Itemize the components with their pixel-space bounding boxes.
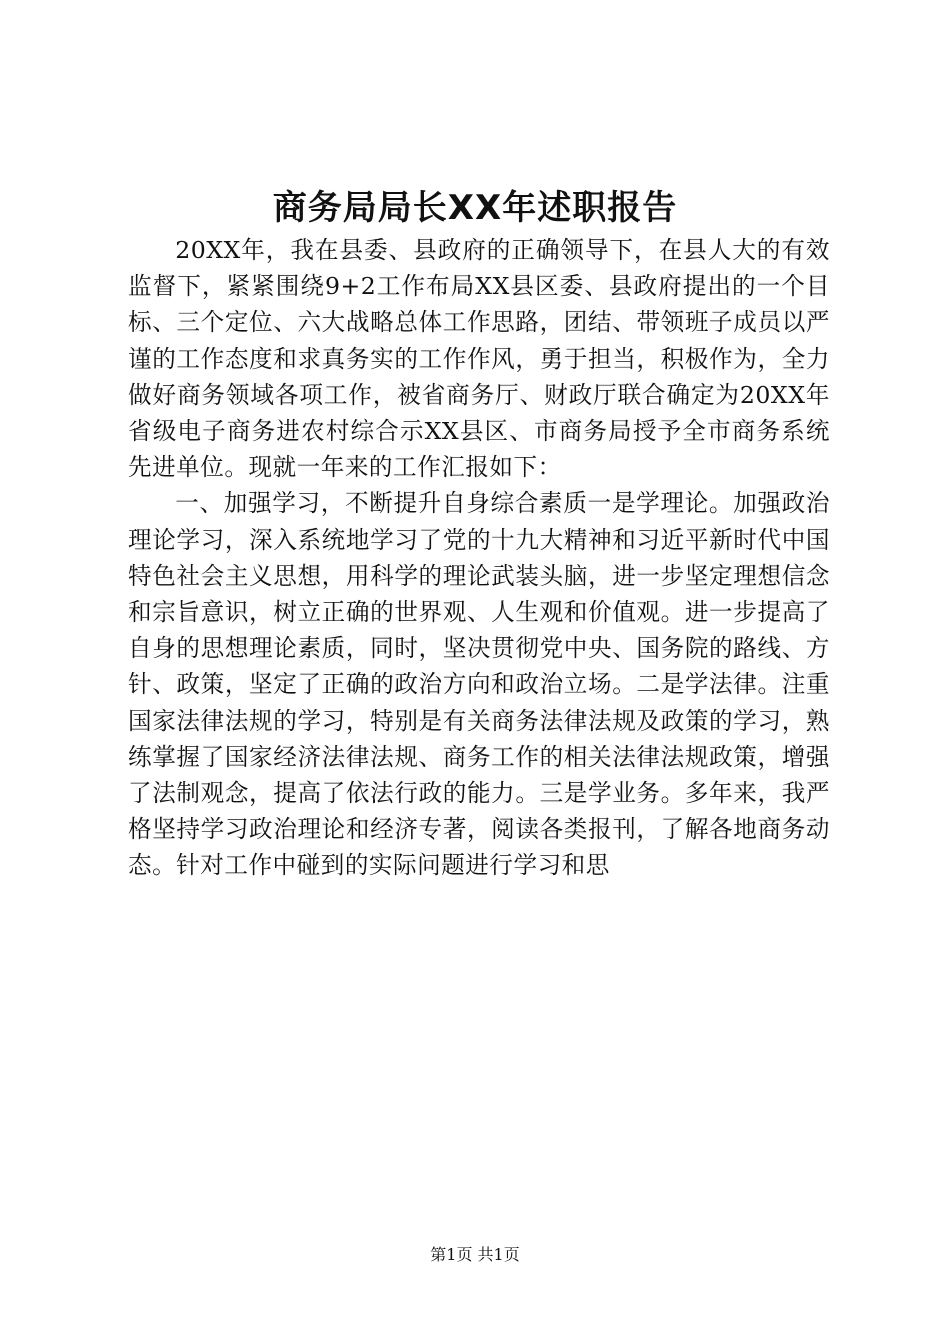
paragraph-intro: 20XX年，我在县委、县政府的正确领导下，在县人大的有效监督下，紧紧围绕9+2工作布局XX县区委、县政府提出的一个目标、三个定位、六大战略总体工作思路，团结、带领班子成员以严谨的工作态度和求真务实的工作作风，勇于担当，积极作为，全力做好商务领域各项工作，被省商务厅、财政厅联合确定为20XX年省级电子商务进农村综合示XX县区、市商务局授予全市商务系统先进单位。现就一年来的工作汇报如下： [128, 236, 830, 482]
document-title: 商务局局长XX年述职报告 [272, 188, 678, 228]
page-footer: 第1页 共1页 [430, 1245, 520, 1264]
document-body [128, 232, 830, 884]
paragraph-section-one: 一、加强学习，不断提升自身综合素质一是学理论。加强政治理论学习，深入系统地学习了党的十九大精神和习近平新时代中国特色社会主义思想，用科学的理论武装头脑，进一步坚定理想信念和宗旨意识，树立正确的世界观、人生观和价值观。进一步提高了自身的思想理论素质，同时，坚决贯彻党中央、国务院的路线、方针、政策，坚定了正确的政治方向和政治立场。二是学法律。注重国家法律法规的学习，特别是有关商务法律法规及政策的学习，熟练掌握了国家经济法律法规、商务工作的相关法律法规政策，增强了法制观念，提高了依法行政的能力。三是学业务。多年来，我严格坚持学习政治理论和经济专著，阅读各类报刊，了解各地商务动态。针对工作中碰到的实际问题进行学习和思 [128, 489, 830, 880]
